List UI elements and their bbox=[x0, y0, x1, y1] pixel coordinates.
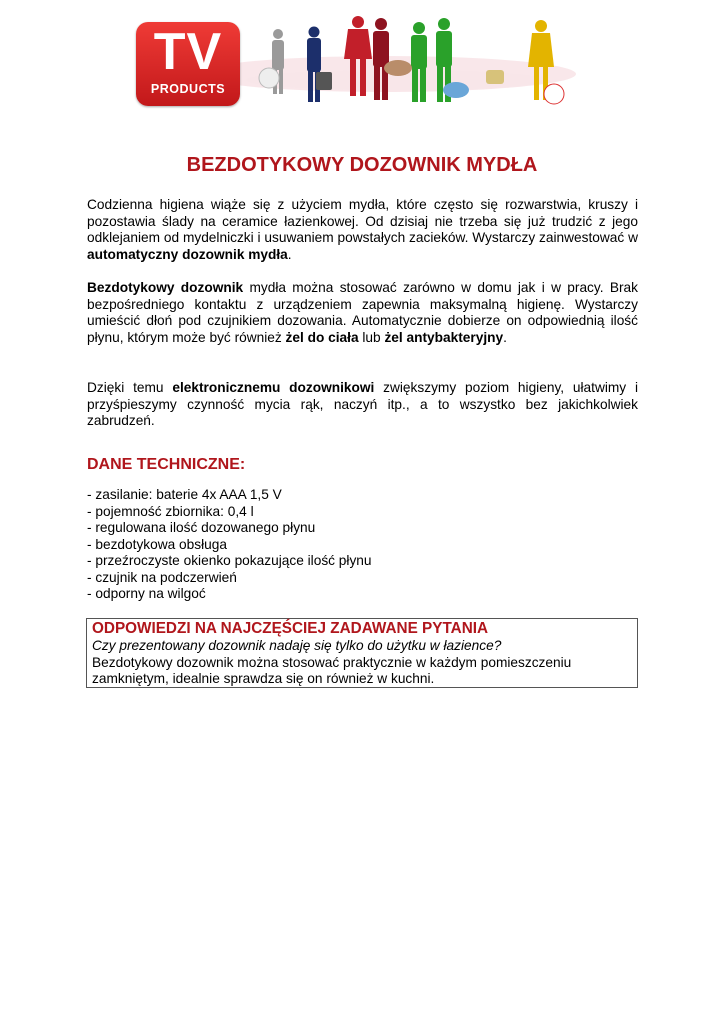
list-item: - przeźroczyste okienko pokazujące ilość płynu bbox=[87, 553, 372, 568]
list-item: - regulowana ilość dozowanego płynu bbox=[87, 520, 316, 535]
usage-paragraph bbox=[87, 280, 638, 346]
list-item: - odporny na wilgoć bbox=[87, 586, 206, 601]
intro-paragraph bbox=[87, 197, 638, 263]
benefits-paragraph bbox=[87, 380, 638, 430]
paragraph-text: . bbox=[503, 329, 507, 345]
faq-heading: ODPOWIEDZI NA NAJCZĘŚCIEJ ZADAWANE PYTANIA bbox=[92, 620, 489, 637]
list-item: - zasilanie: baterie 4x AAA 1,5 V bbox=[87, 487, 282, 502]
paragraph-text: zwiększymy poziom higieny, ułatwimy i przyśpieszymy czynność mycia rąk, naczyń itp., a to wszystko bez jakichkolwiek zabrudzeń. bbox=[87, 380, 638, 428]
page-title: BEZDOTYKOWY DOZOWNIK MYDŁA bbox=[186, 154, 538, 176]
faq-question: Czy prezentowany dozownik nadaję się tylko do użytku w łazience? bbox=[92, 638, 502, 653]
logo-subtext: PRODUCTS bbox=[150, 82, 226, 96]
specs-heading: DANE TECHNICZNE: bbox=[87, 456, 246, 473]
paragraph-text: . bbox=[287, 246, 292, 262]
bold-phrase: elektronicznemu dozownikowi bbox=[172, 380, 375, 395]
logo-text: TV bbox=[153, 23, 223, 81]
faq-answer: Bezdotykowy dozownik można stosować praktycznie w każdym pomieszczeniu zamkniętym, idealnie sprawdza się on również w kuchni. bbox=[92, 654, 572, 686]
bold-phrase: Bezdotykowy dozownik bbox=[87, 280, 244, 295]
list-item: - pojemność zbiornika: 0,4 l bbox=[87, 503, 254, 519]
paragraph-text: Dzięki temu bbox=[87, 380, 173, 395]
paragraph-text: Codzienna higiena wiąże się z użyciem mydła, które często się rozwarstwia, kruszy i pozostawia ślady na ceramice łazienkowej. Od dzisiaj nie trzeba się już trudzić z jego odklejaniem od mydelniczki i usuwaniem powstałych zacieków. Wystarczy zainwestować w bbox=[87, 197, 638, 245]
tv-products-logo[interactable] bbox=[136, 22, 240, 106]
paragraph-text: lub bbox=[358, 329, 385, 345]
list-item: - bezdotykowa obsługa bbox=[87, 536, 228, 552]
faq-box bbox=[86, 618, 638, 688]
bold-phrase: żel antybakteryjny bbox=[384, 329, 504, 345]
bold-phrase: automatyczny dozownik mydła bbox=[87, 246, 288, 262]
bold-phrase: żel do ciała bbox=[285, 329, 359, 345]
person-figure-navy-icon bbox=[307, 27, 321, 103]
list-item: - czujnik na podczerwień bbox=[87, 569, 237, 585]
specs-list bbox=[87, 487, 372, 603]
paragraph-text: mydła można stosować zarówno w domu jak i w pracy. Brak bezpośredniego kontaktu z urządzeniem zapewnia maksymalną higienę. Wystarczy umieścić dłoń pod czujnikiem dozowania. Automatycznie dobierze on odpowiednią ilość płynu, którym może być również bbox=[87, 280, 638, 345]
